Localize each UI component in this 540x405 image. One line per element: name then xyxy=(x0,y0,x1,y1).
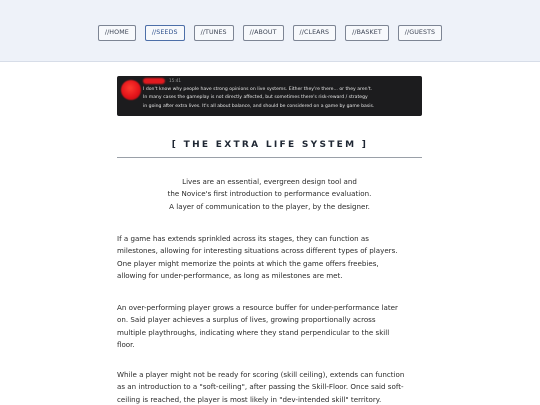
intro-paragraph xyxy=(117,176,422,213)
nav-basket-link[interactable]: //BASKET xyxy=(345,25,389,41)
paragraph-line: While a player might not be ready for scoring (skill ceiling), extends can function xyxy=(117,370,405,379)
main-nav xyxy=(0,25,540,41)
nav-clears-link[interactable]: //CLEARS xyxy=(293,25,337,41)
intro-line: A layer of communication to the player, by the designer. xyxy=(169,201,370,211)
comment-timestamp: 15:41 xyxy=(169,78,182,83)
paragraph-line: allowing for under-performance, as long as milestones are met. xyxy=(117,270,343,280)
body-paragraph-3 xyxy=(117,369,425,405)
paragraph-line: multiple playthroughs, indicating where they stand perpendicular to the skill xyxy=(117,327,390,337)
comment-line: In many cases the gameplay is not directly affected, but sometimes there's risk-reward / strategy xyxy=(143,95,368,101)
nav-seeds-link[interactable]: //SEEDS xyxy=(145,25,185,41)
body-paragraph-2 xyxy=(117,302,425,351)
nav-guests-link[interactable]: //GUESTS xyxy=(398,25,442,41)
intro-line: Lives are an essential, evergreen design tool and xyxy=(182,177,357,186)
body-paragraph-1 xyxy=(117,233,425,282)
paragraph-line: floor. xyxy=(117,339,135,349)
title-divider xyxy=(117,157,422,158)
avatar xyxy=(121,80,141,100)
paragraph-line: One player might memorize the points at which the game offers freebies, xyxy=(117,258,379,268)
paragraph-line: An over-performing player grows a resource buffer for under-performance later xyxy=(117,303,398,312)
comment-text xyxy=(143,86,419,111)
nav-about-link[interactable]: //ABOUT xyxy=(243,25,284,41)
top-navigation-bar xyxy=(0,0,540,62)
article-title: [ THE EXTRA LIFE SYSTEM ] xyxy=(171,140,369,150)
quoted-comment-screenshot xyxy=(117,76,422,116)
paragraph-line: as an introduction to a "soft-ceiling", after passing the Skill-Floor. Once said soft- xyxy=(117,382,404,392)
paragraph-line: on. Said player achieves a surplus of lives, growing proportionally across xyxy=(117,315,376,325)
paragraph-line: milestones, allowing for interesting situations across different types of players. xyxy=(117,246,398,256)
comment-line: I don't know why people have strong opinions on live systems. Either they're there... or they aren't. xyxy=(143,87,373,92)
paragraph-line: ceiling is reached, the player is most likely in "dev-intended skill" territory. xyxy=(117,394,382,404)
redacted-username xyxy=(143,78,165,84)
comment-line: in going after extra lives. It's all about balance, and should be considered on a game by game basis. xyxy=(143,103,375,109)
paragraph-line: If a game has extends sprinkled across its stages, they can function as xyxy=(117,234,369,243)
nav-home-link[interactable]: //HOME xyxy=(98,25,136,41)
intro-line: the Novice's first introduction to performance evaluation. xyxy=(167,189,372,199)
nav-tunes-link[interactable]: //TUNES xyxy=(194,25,234,41)
